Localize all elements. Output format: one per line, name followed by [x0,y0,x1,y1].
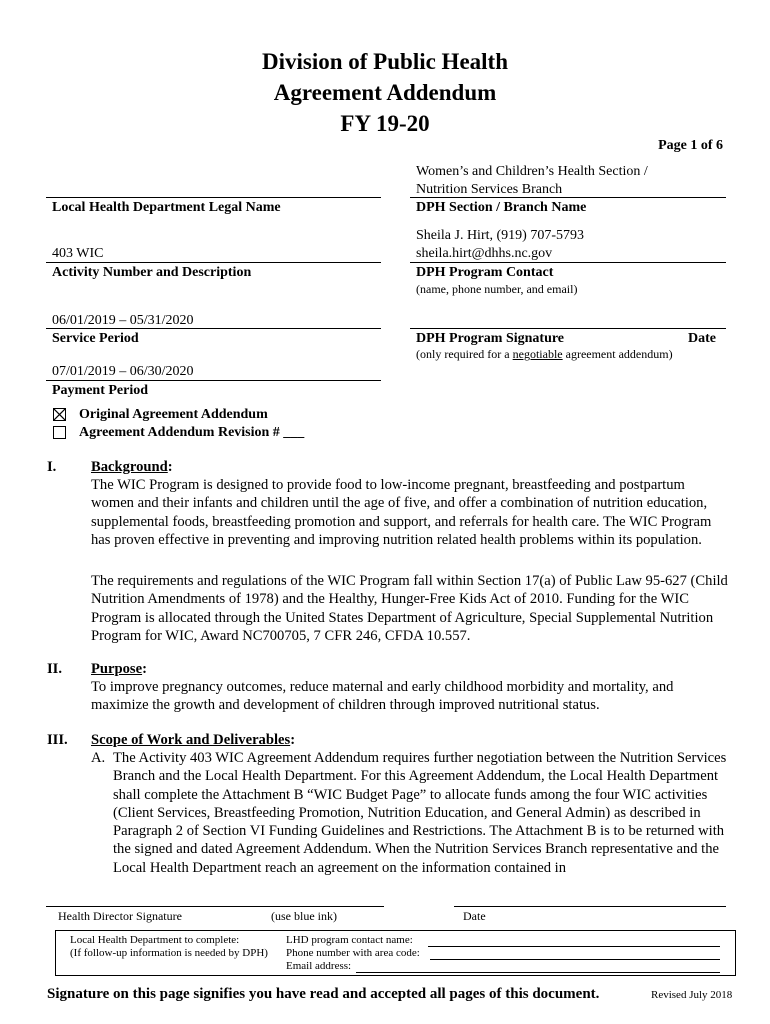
hd-signature-label: Health Director Signature [58,909,182,923]
hd-date-label: Date [463,909,486,923]
payment-period-value: 07/01/2019 – 06/30/2020 [52,364,194,379]
contact-label: DPH Program Contact [416,265,554,280]
lhd-email-label: Email address: [286,960,352,972]
lhd-contact-label: LHD program contact name: [286,934,413,946]
signature-notice: Signature on this page signifies you have read and accepted all pages of this document. [47,986,600,1002]
service-period-value: 06/01/2019 – 05/31/2020 [52,313,194,328]
section-1-number: I. [47,459,57,475]
revised-date: Revised July 2018 [651,989,733,1001]
original-addendum-checkbox[interactable] [53,408,66,421]
contact-line [410,262,726,263]
check-x-icon [54,409,65,420]
activity-label: Activity Number and Description [52,265,252,280]
section-label: DPH Section / Branch Name [416,200,587,215]
signature-date-label: Date [688,331,716,346]
section-3-heading: Scope of Work and Deliverables: [91,732,296,748]
lhd-phone-label: Phone number with area code: [286,947,420,959]
blue-ink-label: (use blue ink) [271,909,337,923]
document-title-line3: FY 19-20 [340,111,430,136]
payment-period-line [46,380,381,381]
followup-instruction-line1: Local Health Department to complete: [70,934,240,946]
activity-line [46,262,381,263]
hd-date-line [454,906,726,907]
activity-value: 403 WIC [52,246,104,261]
page-number: Page 1 of 6 [658,138,723,153]
section-value-line2: Nutrition Services Branch [416,182,563,197]
section-line [410,197,726,198]
signature-label: DPH Program Signature [416,331,565,346]
followup-instruction-line2: (If follow-up information is needed by DPH) [70,947,268,959]
section-3-number: III. [47,732,68,748]
followup-info-box [55,930,736,976]
contact-value-line1: Sheila J. Hirt, (919) 707-5793 [416,228,584,243]
document-title-line1: Division of Public Health [262,49,508,74]
section-3-item-a-text: The Activity 403 WIC Agreement Addendum requires further negotiation between the Nutrition Services Branch and the Local Health Department. For this Agreement Addendum, the Local Health Department shall complete the Attachment B “WIC Budget Page” to allocate funds among the four WIC activities (Client Services, Breastfeeding Promotion, Nutrition Education, and General Admin) as described in Paragraph 2 of Section VI Funding Guidelines and Restrictions. The Attachment B is to be returned with the signed and dated Agreement Addendum. When the Nutrition Services Branch representative and the Local Health Department reach an agreement on the information contained in [113,750,727,876]
contact-note: (name, phone number, and email) [416,282,578,296]
hd-signature-line [46,906,384,907]
section-3-item-a-label: A. [91,750,106,766]
section-1-paragraph-1: The WIC Program is designed to provide food to low-income pregnant, breastfeeding and postpartum women and their infants and children until the age of five, and offer a combination of nutrition education, supplemental foods, breastfeeding promotion and support, and referrals for health care. The WIC Program has proven effective in preventing and improving nutrition related health problems within its population. [91,477,712,548]
revision-addendum-checkbox[interactable] [53,426,66,439]
section-value-line1: Women’s and Children’s Health Section / [416,164,648,179]
lhd-contact-field[interactable] [428,934,720,947]
payment-period-label: Payment Period [52,383,149,398]
legal-name-label: Local Health Department Legal Name [52,200,281,215]
legal-name-line [46,197,381,198]
revision-addendum-label: Agreement Addendum Revision # ___ [79,425,305,440]
section-1-paragraph-2: The requirements and regulations of the WIC Program fall within Section 17(a) of Public Law 95-627 (Child Nutrition Amendments of 1978) and the Healthy, Hunger-Free Kids Act of 2010. Funding for the WIC Program is allocated through the United States Department of Agriculture, Special Supplemental Nutrition Program for WIC, Award NC700705, 7 CFR 246, CFDA 10.557. [91,573,728,644]
document-title-line2: Agreement Addendum [273,80,497,105]
contact-value-line2: sheila.hirt@dhhs.nc.gov [416,246,553,261]
service-period-line [46,328,381,329]
section-2-number: II. [47,661,63,677]
lhd-phone-field[interactable] [430,947,720,960]
lhd-email-field[interactable] [356,960,720,973]
section-2-heading: Purpose: [91,661,147,677]
original-addendum-label: Original Agreement Addendum [79,407,268,422]
signature-line [410,328,726,329]
section-2-paragraph: To improve pregnancy outcomes, reduce maternal and early childhood morbidity and mortality, and maximize the growth and development of children through improved nutritional status. [91,679,674,714]
section-1-heading: Background: [91,459,173,475]
signature-note: (only required for a negotiable agreement addendum) [416,347,673,361]
service-period-label: Service Period [52,331,139,346]
